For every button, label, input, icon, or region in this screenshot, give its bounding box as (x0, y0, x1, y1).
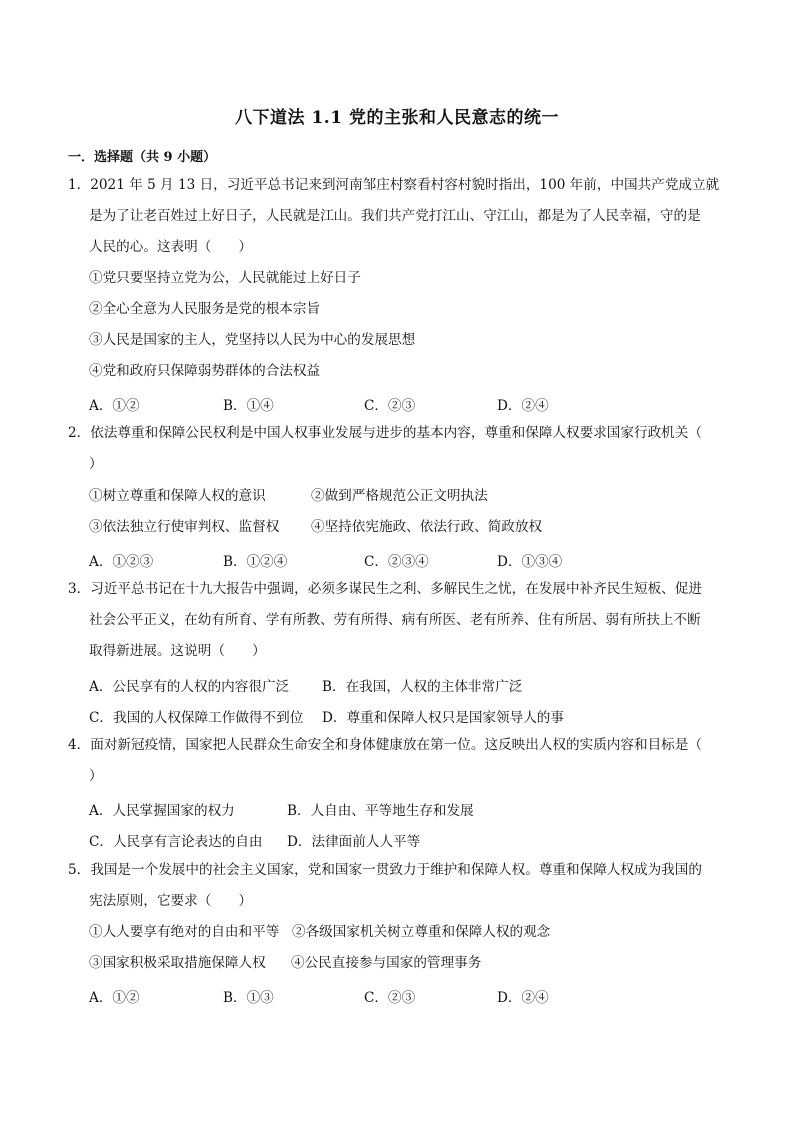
question-2-line-2: ） (89, 456, 103, 472)
document-title: 八下道法 1.1 党的主张和人民意志的统一 (235, 108, 559, 128)
question-5-item-2: ②各级国家机关树立尊重和保障人权的观念 (292, 924, 551, 940)
question-5-item-1: ①人人要享有绝对的自由和平等 (89, 924, 280, 940)
question-3-line-2: 社会公平正义，在幼有所育、学有所教、劳有所得、病有所医、老有所养、住有所居、弱有所扶上不断 (89, 612, 701, 628)
question-1-item-1: ①党只要坚持立党为公，人民就能过上好日子 (89, 270, 361, 286)
question-1-line-2: 是为了让老百姓过上好日子，人民就是江山。我们共产党打江山、守江山，都是为了人民幸福，守的是 (89, 208, 701, 224)
question-3-option-a[interactable]: A．公民享有的人权的内容很广泛 (89, 679, 290, 695)
question-1-line-3: 人民的心。这表明（ ） (89, 239, 253, 255)
question-3-option-c[interactable]: C．我国的人权保障工作做得不到位 (89, 710, 304, 726)
question-4-option-b[interactable]: B．人自由、平等地生存和发展 (287, 803, 474, 819)
question-4-option-d[interactable]: D．法律面前人人平等 (287, 834, 421, 850)
question-5-item-4: ④公民直接参与国家的管理事务 (291, 955, 482, 971)
question-1-item-3: ③人民是国家的主人，党坚持以人民为中心的发展思想 (89, 332, 416, 348)
question-4-line-2: ） (89, 768, 103, 784)
question-1-option-b[interactable]: B．①④ (223, 398, 274, 414)
question-1-option-d[interactable]: D．②④ (497, 398, 549, 414)
question-3-line-1: 3．习近平总书记在十九大报告中强调，必须多谋民生之利、多解民生之忧，在发展中补齐民生短板、促进 (68, 581, 702, 597)
question-5-option-a[interactable]: A．①② (89, 990, 140, 1006)
question-5-line-2: 宪法原则，它要求（ ） (89, 893, 253, 909)
question-1-option-c[interactable]: C．②③ (364, 398, 416, 414)
question-1-option-a[interactable]: A．①② (89, 398, 140, 414)
question-5-line-1: 5．我国是一个发展中的社会主义国家，党和国家一贯致力于维护和保障人权。尊重和保障人权成为我国的 (68, 862, 702, 878)
question-3-line-3: 取得新进展。这说明（ ） (89, 643, 266, 659)
question-2-option-c[interactable]: C．②③④ (364, 554, 429, 570)
question-4-option-c[interactable]: C．人民享有言论表达的自由 (89, 834, 263, 850)
question-1-item-4: ④党和政府只保障弱势群体的合法权益 (89, 363, 321, 379)
question-5-item-3: ③国家积极采取措施保障人权 (89, 955, 266, 971)
question-2-option-a[interactable]: A．①②③ (89, 554, 154, 570)
question-2-option-d[interactable]: D．①③④ (497, 554, 563, 570)
question-1-item-2: ②全心全意为人民服务是党的根本宗旨 (89, 301, 321, 317)
question-3-option-d[interactable]: D．尊重和保障人权只是国家领导人的事 (322, 710, 564, 726)
question-5-option-b[interactable]: B．①③ (223, 990, 274, 1006)
question-3-option-b[interactable]: B．在我国，人权的主体非常广泛 (322, 679, 523, 695)
section-heading: 一．选择题（共 9 小题） (68, 150, 217, 165)
question-2-item-1: ①树立尊重和保障人权的意识 (89, 488, 266, 504)
question-2-line-1: 2．依法尊重和保障公民权利是中国人权事业发展与进步的基本内容，尊重和保障人权要求国家行政机关（ (68, 425, 702, 441)
question-2-option-b[interactable]: B．①②④ (223, 554, 288, 570)
question-2-item-3: ③依法独立行使审判权、监督权 (89, 519, 280, 535)
question-1-line-1: 1．2021 年 5 月 13 日，习近平总书记来到河南邹庄村察看村容村貌时指出，100 年前，中国共产党成立就 (68, 177, 720, 193)
question-4-option-a[interactable]: A．人民掌握国家的权力 (89, 803, 235, 819)
question-2-item-2: ②做到严格规范公正文明执法 (311, 488, 488, 504)
question-2-item-4: ④坚持依宪施政、依法行政、简政放权 (311, 519, 543, 535)
question-5-option-d[interactable]: D．②④ (497, 990, 549, 1006)
question-5-option-c[interactable]: C．②③ (364, 990, 416, 1006)
question-4-line-1: 4．面对新冠疫情，国家把人民群众生命安全和身体健康放在第一位。这反映出人权的实质内容和目标是（ (68, 737, 702, 753)
